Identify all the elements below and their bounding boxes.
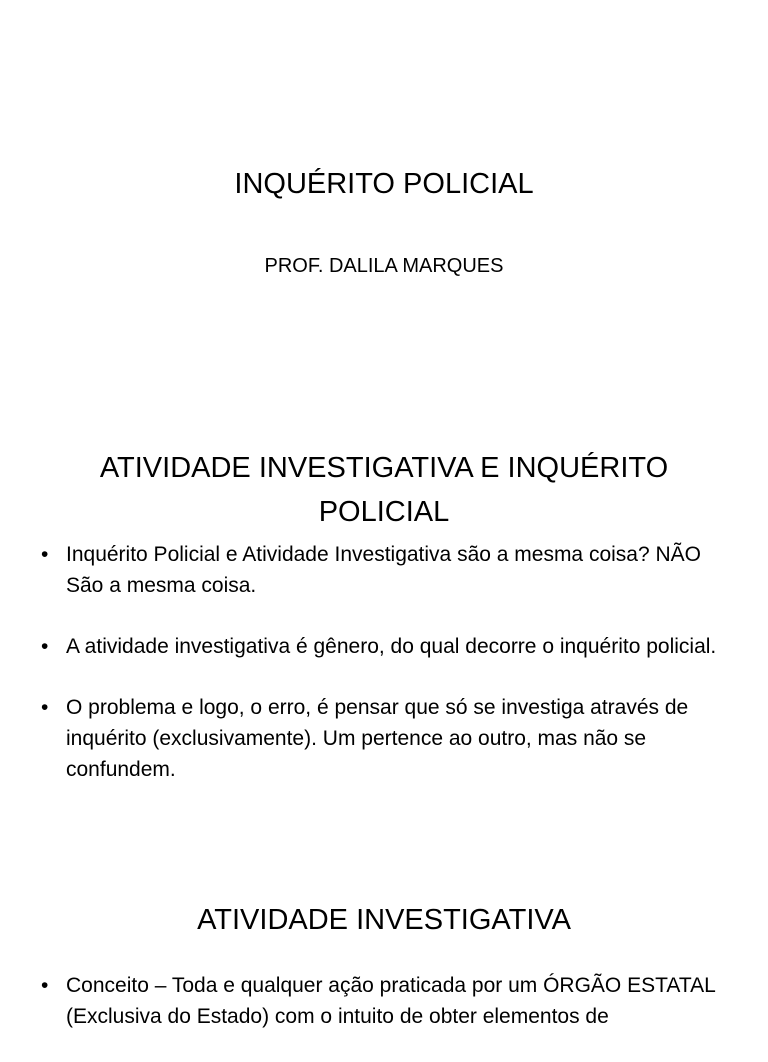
bullet-item: [36, 692, 726, 785]
slide-1-title: INQUÉRITO POLICIAL: [234, 168, 534, 200]
bullet-dot-icon: •: [41, 635, 49, 658]
bullet-dot-icon: •: [41, 696, 49, 719]
slide-3-bullet-list: [36, 970, 726, 1062]
bullet-dot-icon: •: [41, 543, 49, 566]
bullet-text: A atividade investigativa é gênero, do qual decorre o inquérito policial.: [66, 635, 717, 658]
bullet-item: [36, 970, 726, 1032]
slide-2-bullet-list: [36, 539, 726, 815]
slide-1-subtitle: PROF. DALILA MARQUES: [264, 255, 504, 277]
slide-2-title-line-1: ATIVIDADE INVESTIGATIVA E INQUÉRITO: [99, 452, 669, 484]
bullet-text: Inquérito Policial e Atividade Investigativa são a mesma coisa? NÃO São a mesma coisa.: [66, 543, 701, 597]
bullet-dot-icon: •: [41, 974, 49, 997]
bullet-item: [36, 631, 726, 662]
bullet-text: O problema e logo, o erro, é pensar que só se investiga através de inquérito (exclusivamente). Um pertence ao outro, mas não se confundem.: [66, 696, 689, 781]
slide-3-title: ATIVIDADE INVESTIGATIVA: [197, 904, 571, 936]
slide-2-title: [0, 446, 768, 534]
slide-2-title-line-2: POLICIAL: [318, 496, 450, 528]
bullet-item: [36, 539, 726, 601]
bullet-text: Conceito – Toda e qualquer ação praticada por um ÓRGÃO ESTATAL (Exclusiva do Estado) com o intuito de obter elementos de: [66, 974, 716, 1028]
